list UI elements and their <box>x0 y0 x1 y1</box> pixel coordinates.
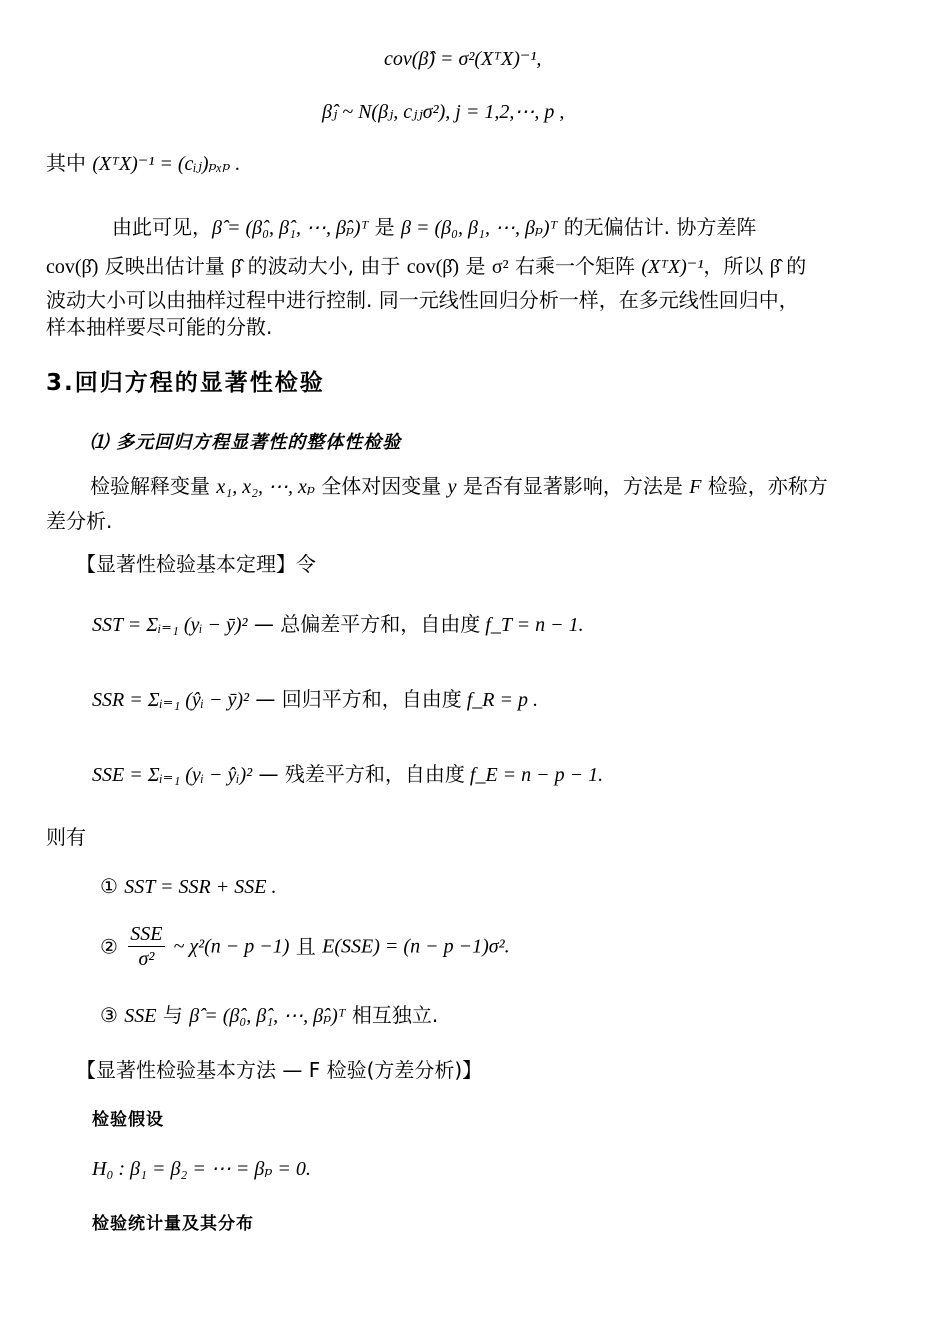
result-formula: β̂ = (β̂₀, β̂₁, ⋯, β̂ₚ)ᵀ <box>189 1005 346 1027</box>
definition-df: f_R = p . <box>461 689 539 711</box>
definition-text: 回归平方和，自由度 <box>281 687 462 711</box>
paragraph2-line1 <box>90 473 828 500</box>
formula-cov: cov(β̂) = σ²(XᵀX)⁻¹, <box>384 48 542 70</box>
fraction-numerator: SSE <box>130 923 163 945</box>
result-formula: E(SSE) = (n − p −1)σ². <box>322 935 510 958</box>
where-formula: (XᵀX)⁻¹ = (cᵢⱼ)ₚₓₚ . <box>92 153 241 175</box>
p1-formula: β̂ <box>231 256 242 278</box>
p1-text: ，所以 <box>703 254 770 278</box>
statistic-label: 检验统计量及其分布 <box>92 1214 254 1234</box>
p2-text: 检验，亦称方 <box>701 474 828 498</box>
p1-text: 由此可见， <box>112 215 212 239</box>
p1-text: 的 <box>779 254 807 278</box>
result-marker: ① <box>100 874 118 898</box>
definition-formula: SSR = Σᵢ₌₁ (ŷᵢ − ȳ)² <box>92 689 250 711</box>
result-formula: ~ χ²(n − p −1) <box>168 935 290 958</box>
hypothesis-formula: H₀ : β₁ = β₂ = ⋯ = βₚ = 0. <box>92 1158 311 1180</box>
p1-text: 是 <box>459 254 492 278</box>
p1-formula: cov(β̂) <box>46 256 99 278</box>
result-marker: ② <box>100 934 118 959</box>
p2-text: 全体对因变量 <box>314 474 448 498</box>
p1-formula: σ² <box>491 256 509 278</box>
p2-text: 是否有显著影响，方法是 <box>456 474 690 498</box>
definition-formula: SSE = Σᵢ₌₁ (yᵢ − ŷᵢ)² <box>92 764 253 786</box>
definition-sse <box>92 761 603 788</box>
p1-text: 的波动大小, 由于 <box>241 254 407 278</box>
definition-df: f_E = n − p − 1. <box>464 764 604 786</box>
definition-dash: — <box>249 687 282 711</box>
result-formula: SST = SSR + SSE . <box>124 876 277 898</box>
p2-formula: x₁, x₂, ⋯, xₚ <box>216 476 315 498</box>
subsection-heading: ⑴ 多元回归方程显著性的整体性检验 <box>90 432 402 453</box>
result-text: 相互独立. <box>345 1003 439 1027</box>
definition-df: f_T = n − 1. <box>480 614 584 636</box>
p1-text: 右乘一个矩阵 <box>508 254 642 278</box>
result-1 <box>100 873 276 900</box>
where-line <box>46 150 240 177</box>
formula-distribution: β̂ⱼ ~ N(βⱼ, cⱼⱼσ²), j = 1,2,⋯, p , <box>322 101 565 123</box>
definition-dash: — <box>252 762 285 786</box>
result-marker: ③ <box>100 1003 118 1027</box>
paragraph1-line2 <box>46 253 806 280</box>
p1-text: 的无偏估计. 协方差阵 <box>557 215 757 239</box>
definition-formula: SST = Σᵢ₌₁ (yᵢ − ȳ)² <box>92 614 248 636</box>
p1-formula: cov(β̂) <box>406 256 460 278</box>
then-label: 则有 <box>46 825 86 849</box>
p2-formula: y <box>447 476 457 498</box>
result-formula: SSE <box>124 1005 157 1027</box>
hypothesis-label: 检验假设 <box>92 1110 164 1130</box>
p1-text: 反映出估计量 <box>98 254 232 278</box>
method-title: 【显著性检验基本方法 — F 检验(方差分析)】 <box>76 1058 483 1082</box>
definition-text: 残差平方和，自由度 <box>284 762 465 786</box>
result-fraction <box>128 922 164 971</box>
result-text: 与 <box>156 1003 190 1027</box>
p1-formula: (XᵀX)⁻¹ <box>641 256 704 278</box>
definition-text: 总偏差平方和，自由度 <box>280 612 481 636</box>
section-heading: 3.回归方程的显著性检验 <box>46 370 325 396</box>
p1-formula: β̂ <box>769 256 780 278</box>
fraction-denominator: σ² <box>138 948 155 970</box>
p1-text: 是 <box>368 215 402 239</box>
definition-sst <box>92 611 584 638</box>
result-2 <box>100 922 510 971</box>
p1-formula: β̂ = (β̂₀, β̂₁, ⋯, β̂ₚ)ᵀ <box>212 217 369 239</box>
result-text: 且 <box>289 934 323 959</box>
p2-text: 检验解释变量 <box>90 474 217 498</box>
p1-formula: β = (β₀, β₁, ⋯, βₚ)ᵀ <box>401 217 558 239</box>
result-3 <box>100 1002 438 1029</box>
paragraph1-line1 <box>112 214 756 241</box>
paragraph2-line2: 差分析. <box>46 509 113 533</box>
definition-ssr <box>92 686 538 713</box>
paragraph1-line4: 样本抽样要尽可能的分散. <box>46 315 273 339</box>
p2-formula: F <box>689 476 702 498</box>
theorem-title: 【显著性检验基本定理】令 <box>76 552 316 576</box>
where-prefix: 其中 <box>46 151 86 175</box>
paragraph1-line3: 波动大小可以由抽样过程中进行控制. 同一元线性回归分析一样，在多元线性回归中， <box>46 288 799 312</box>
definition-dash: — <box>247 612 281 636</box>
